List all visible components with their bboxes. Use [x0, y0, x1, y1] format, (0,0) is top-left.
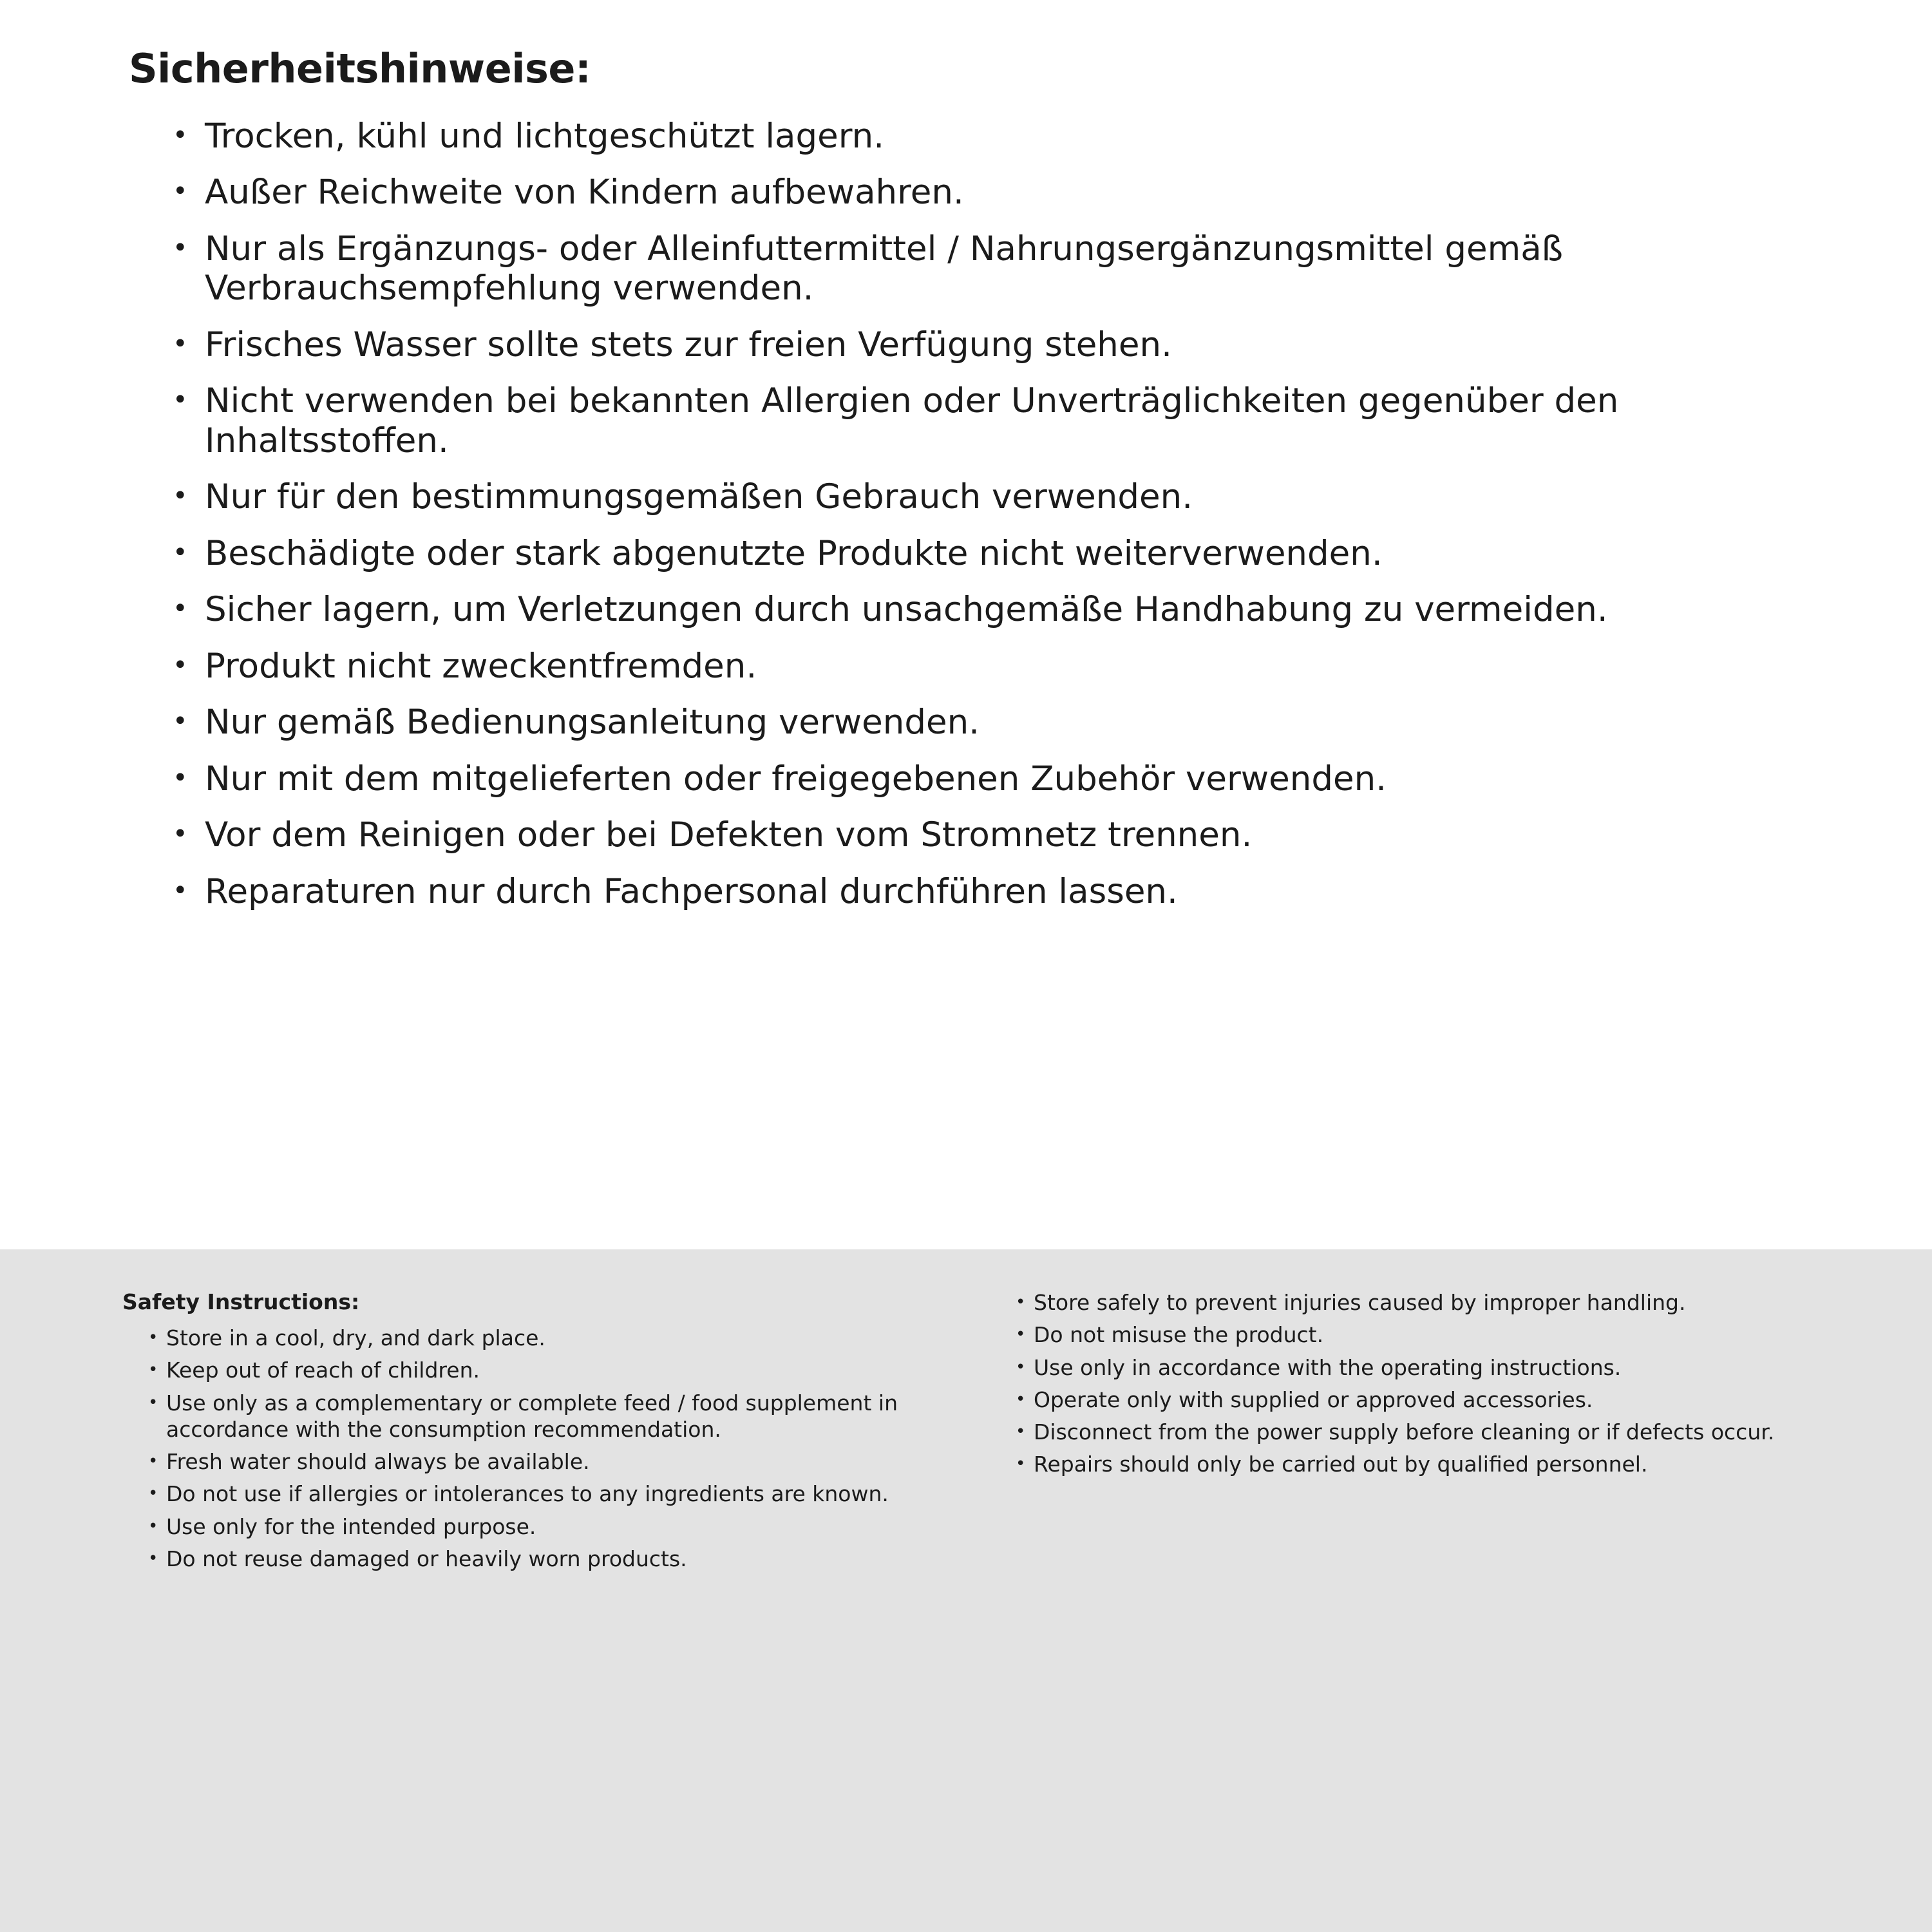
bullet-icon: •: [173, 875, 188, 905]
list-item: [1014, 1321, 1861, 1348]
bullet-icon: •: [173, 650, 188, 680]
list-item-text: Store safely to prevent injuries caused by improper handling.: [1034, 1290, 1686, 1315]
english-instruction-list-left: [122, 1325, 969, 1572]
english-column-right: [1014, 1289, 1861, 1906]
bullet-icon: •: [173, 328, 188, 359]
list-item: [167, 477, 1853, 516]
german-instruction-list: [129, 117, 1855, 911]
list-item: [147, 1357, 969, 1383]
list-item: [167, 173, 1853, 212]
list-item: [147, 1513, 969, 1540]
bullet-icon: •: [173, 385, 188, 415]
bullet-icon: •: [1016, 1422, 1026, 1441]
list-item-text: Nur als Ergänzungs- oder Alleinfuttermittel / Nahrungsergänzungsmittel gemäß Verbrauchsempfehlung verwenden.: [205, 229, 1564, 308]
bullet-icon: •: [148, 1516, 158, 1536]
german-section-title: Sicherheitshinweise:: [129, 45, 591, 92]
list-item-text: Trocken, kühl und lichtgeschützt lagern.: [205, 117, 885, 156]
list-item: [147, 1481, 969, 1507]
bullet-icon: •: [173, 120, 188, 150]
list-item: [1014, 1289, 1861, 1316]
list-item-text: Use only for the intended purpose.: [166, 1513, 536, 1539]
list-item-text: Außer Reichweite von Kindern aufbewahren.: [205, 173, 964, 213]
bullet-icon: •: [173, 232, 188, 263]
bullet-icon: •: [148, 1452, 158, 1471]
bullet-icon: •: [148, 1328, 158, 1347]
bullet-icon: •: [173, 819, 188, 849]
bullet-icon: •: [1016, 1357, 1026, 1377]
list-item: [167, 325, 1853, 365]
list-item-text: Nicht verwenden bei bekannten Allergien oder Unverträglichkeiten gegenüber den Inhaltsstoffen.: [205, 381, 1619, 460]
list-item-text: Vor dem Reinigen oder bei Defekten vom Stromnetz trennen.: [205, 815, 1253, 855]
list-item: [167, 647, 1853, 686]
list-item: [167, 229, 1853, 308]
english-safety-section: [0, 1249, 1932, 1932]
list-item: [167, 381, 1853, 460]
bullet-icon: •: [148, 1360, 158, 1380]
bullet-icon: •: [148, 1484, 158, 1504]
list-item: [147, 1546, 969, 1572]
bullet-icon: •: [148, 1392, 158, 1412]
bullet-icon: •: [148, 1548, 158, 1568]
list-item-text: Use only as a complementary or complete feed / food supplement in accordance with the consumption recommendation.: [166, 1390, 898, 1442]
list-item-text: Produkt nicht zweckentfremden.: [205, 646, 757, 686]
list-item-text: Do not misuse the product.: [1034, 1322, 1324, 1348]
list-item-text: Beschädigte oder stark abgenutzte Produkte nicht weiterverwenden.: [205, 533, 1383, 573]
bullet-icon: •: [173, 481, 188, 511]
list-item-text: Fresh water should always be available.: [166, 1449, 590, 1474]
list-item-text: Operate only with supplied or approved accessories.: [1034, 1387, 1593, 1412]
list-item: [147, 1448, 969, 1475]
list-item-text: Store in a cool, dry, and dark place.: [166, 1325, 545, 1350]
list-item: [147, 1390, 969, 1443]
list-item-text: Use only in accordance with the operating instructions.: [1034, 1354, 1622, 1380]
list-item-text: Repairs should only be carried out by qualified personnel.: [1034, 1452, 1648, 1477]
bullet-icon: •: [173, 537, 188, 567]
list-item: [1014, 1354, 1861, 1381]
bullet-icon: •: [1016, 1293, 1026, 1312]
bullet-icon: •: [173, 594, 188, 624]
list-item: [167, 590, 1853, 629]
bullet-icon: •: [1016, 1454, 1026, 1474]
list-item: [167, 703, 1853, 742]
list-item: [167, 534, 1853, 573]
list-item-text: Reparaturen nur durch Fachpersonal durchführen lassen.: [205, 871, 1178, 911]
list-item-text: Sicher lagern, um Verletzungen durch unsachgemäße Handhabung zu vermeiden.: [205, 590, 1608, 630]
list-item: [167, 872, 1853, 911]
bullet-icon: •: [173, 706, 188, 737]
bullet-icon: •: [1016, 1389, 1026, 1409]
english-section-title: Safety Instructions:: [122, 1289, 360, 1314]
list-item-text: Nur für den bestimmungsgemäßen Gebrauch verwenden.: [205, 477, 1193, 517]
bullet-icon: •: [1016, 1325, 1026, 1345]
list-item-text: Nur mit dem mitgelieferten oder freigegebenen Zubehör verwenden.: [205, 759, 1387, 799]
list-item: [167, 759, 1853, 799]
list-item: [147, 1325, 969, 1351]
list-item: [167, 815, 1853, 855]
list-item: [167, 117, 1853, 156]
list-item-text: Do not reuse damaged or heavily worn products.: [166, 1546, 687, 1571]
list-item-text: Disconnect from the power supply before cleaning or if defects occur.: [1034, 1419, 1775, 1444]
list-item-text: Keep out of reach of children.: [166, 1358, 480, 1383]
list-item: [1014, 1451, 1861, 1477]
bullet-icon: •: [173, 176, 188, 207]
list-item: [1014, 1419, 1861, 1445]
list-item-text: Frisches Wasser sollte stets zur freien Verfügung stehen.: [205, 325, 1172, 365]
list-item-text: Nur gemäß Bedienungsanleitung verwenden.: [205, 703, 980, 743]
bullet-icon: •: [173, 762, 188, 793]
list-item-text: Do not use if allergies or intolerances to any ingredients are known.: [166, 1481, 889, 1507]
english-instruction-list-right: [1014, 1289, 1861, 1478]
english-column-left: [122, 1289, 969, 1906]
list-item: [1014, 1387, 1861, 1413]
